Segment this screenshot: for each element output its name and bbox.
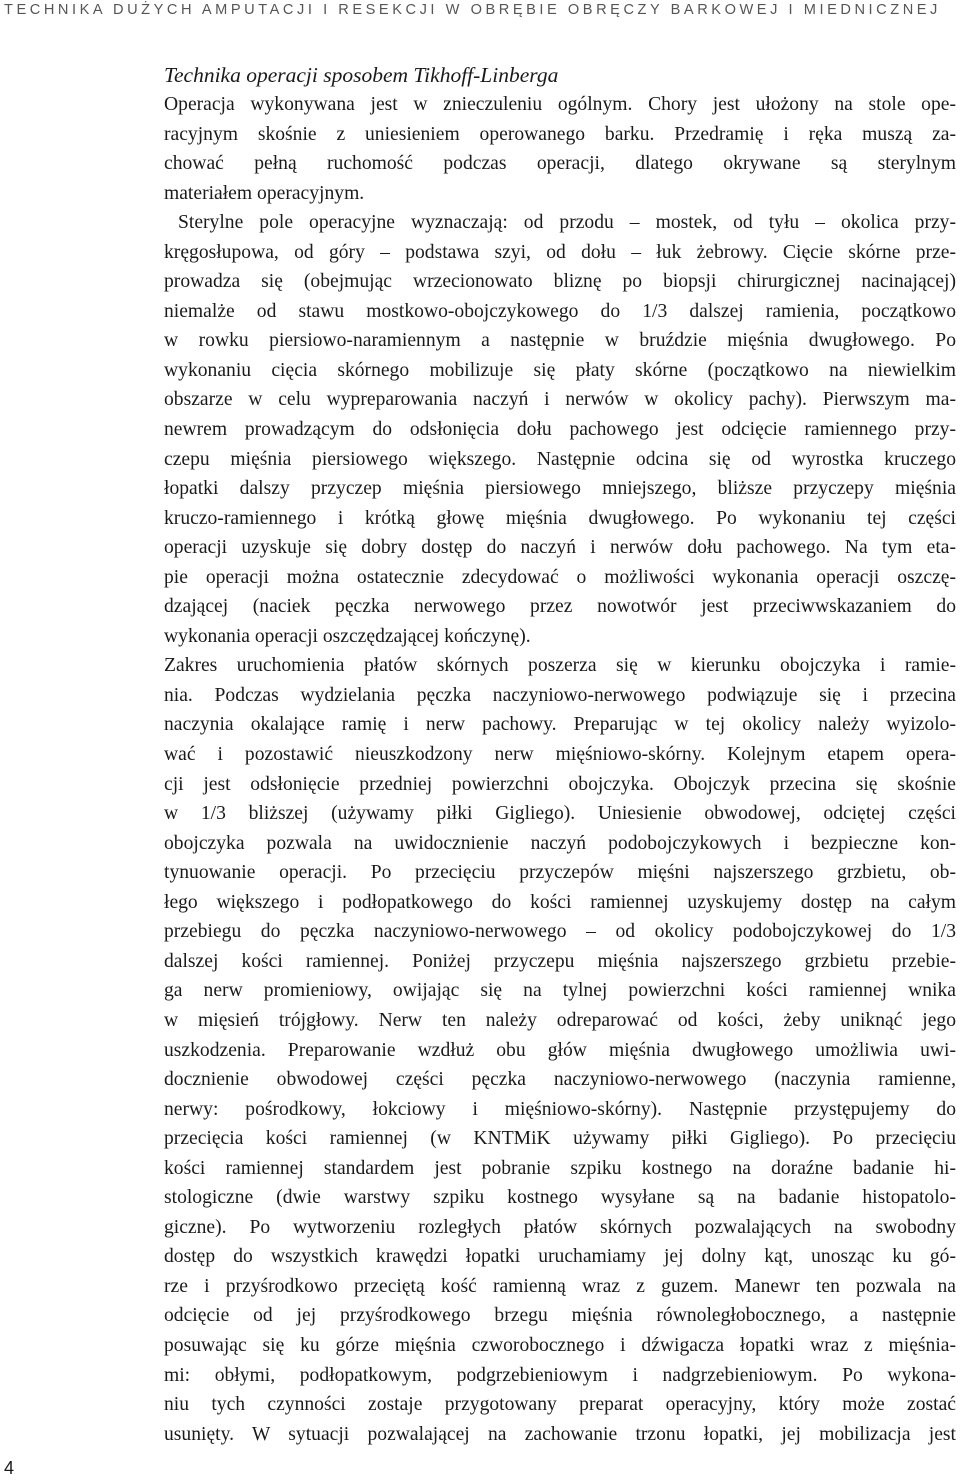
text-line: giczne). Po wytworzeniu rozległych płatów skórnych pozwalających na swobodny (164, 1216, 956, 1238)
text-line: wykonaniu cięcia skórnego mobilizuje się płaty skórne (początkowo na niewielkim (164, 359, 956, 381)
text-line: obszarze w celu wypreparowania naczyń i nerwów w okolicy pachy). Pierwszym ma- (164, 389, 956, 411)
running-header: TECHNIKA DUŻYCH AMPUTACJI I RESEKCJI W OBRĘBIE OBRĘCZY BARKOWEJ I MIEDNICZNEJ (4, 2, 941, 18)
text-line: materiałem operacyjnym. (164, 182, 365, 204)
section-title: Technika operacji sposobem Tikhoff-Linberga (164, 63, 559, 87)
text-line: uszkodzenia. Preparowanie wzdłuż obu głów mięśnia dwugłowego umożliwia uwi- (164, 1039, 956, 1061)
text-line: cji jest odsłonięcie przedniej powierzchni obojczyka. Obojczyk przecina się skośnie (164, 773, 956, 795)
text-line: pie operacji można ostatecznie zdecydować o możliwości wykonania operacji oszczę- (164, 566, 956, 588)
text-line: usunięty. W sytuacji pozwalającej na zachowanie trzonu łopatki, jej mobilizacja jest (164, 1423, 956, 1445)
text-line: przebiegu do pęczka naczyniowo-nerwowego – od okolicy podobojczykowej do 1/3 (164, 921, 956, 943)
text-line: łopatki dalszy przyczep mięśnia piersiowego mniejszego, bliższe przyczepy mięśnia (164, 478, 956, 500)
text-line: docznienie obwodowej części pęczka naczyniowo-nerwowego (naczynia ramienne, (164, 1069, 956, 1091)
text-line: racyjnym skośnie z uniesieniem operowanego barku. Przedramię i ręka muszą za- (164, 123, 956, 145)
text-line: Zakres uruchomienia płatów skórnych poszerza się w kierunku obojczyka i ramie- (164, 655, 956, 677)
text-line: dostęp do wszystkich krawędzi łopatki uruchamiamy jej dolny kąt, unosząc ku gó- (164, 1246, 956, 1268)
text-line: przecięcia kości ramiennej (w KNTMiK używamy piłki Gigliego). Po przecięciu (164, 1128, 956, 1150)
paragraph-lines (164, 90, 956, 1449)
text-line: niemalże od stawu mostkowo-obojczykowego do 1/3 dalszej ramienia, początkowo (164, 300, 956, 322)
text-line: chować pełną ruchomość podczas operacji, dlatego okrywane są sterylnym (164, 153, 956, 175)
text-line: newrem prowadzącym do odsłonięcia dołu pachowego jest odcięcie ramiennego przy- (164, 419, 956, 441)
text-line: w rowku piersiowo-naramiennym a następnie w bruździe mięśnia dwugłowego. Po (164, 330, 956, 352)
text-line: tynuowanie operacji. Po przecięciu przyczepów mięśni najszerszego grzbietu, ob- (164, 862, 956, 884)
article-body (164, 60, 956, 1449)
text-line: stologiczne (dwie warstwy szpiku kostnego wysyłane są na badanie histopatolo- (164, 1187, 956, 1209)
text-line: rze i przyśrodkowo przeciętą kość ramienną wraz z guzem. Manewr ten pozwala na (164, 1275, 956, 1297)
text-line: posuwając się ku górze mięśnia czworobocznego i dźwigacza łopatki wraz z mięśnia- (164, 1334, 956, 1356)
text-line: prowadza się (obejmując wrzecionowato bliznę po biopsji chirurgicznej nacinającej) (164, 271, 956, 293)
text-line: dalszej kości ramiennej. Poniżej przyczepu mięśnia najszerszego grzbietu przebie- (164, 950, 956, 972)
text-line: dzającej (naciek pęczka nerwowego przez nowotwór jest przeciwwskazaniem do (164, 596, 956, 618)
text-line: kruczo-ramiennego i krótką głowę mięśnia dwugłowego. Po wykonaniu tej części (164, 507, 956, 529)
text-line: Operacja wykonywana jest w znieczuleniu ogólnym. Chory jest ułożony na stole ope- (164, 94, 956, 115)
page-number: 4 (4, 1458, 15, 1478)
text-line: wykonania operacji oszczędzającej kończynę). (164, 625, 531, 647)
text-line: nerwy: pośrodkowy, łokciowy i mięśniowo-skórny). Następnie przystępujemy do (164, 1098, 956, 1120)
text-line: łego większego i podłopatkowego do kości ramiennej uzyskujemy dostęp na całym (164, 891, 956, 913)
text-line: kości ramiennej standardem jest pobranie szpiku kostnego na doraźne badanie hi- (164, 1157, 956, 1179)
text-line: czepu mięśnia piersiowego większego. Następnie odcina się od wyrostka kruczego (164, 448, 956, 470)
text-line: ga nerw promieniowy, owijając się na tylnej powierzchni kości ramiennej wnika (164, 980, 956, 1002)
text-line: mi: obłymi, podłopatkowym, podgrzebieniowym i nadgrzebieniowym. Po wykona- (164, 1364, 956, 1386)
text-line: Sterylne pole operacyjne wyznaczają: od przodu – mostek, od tyłu – okolica przy- (178, 212, 956, 234)
text-line: w 1/3 bliższej (używamy piłki Gigliego). Uniesienie obwodowej, odciętej części (164, 803, 956, 825)
text-line: niu tych czynności zostaje przygotowany preparat operacyjny, który może zostać (164, 1394, 956, 1416)
text-line: naczynia okalające ramię i nerw pachowy. Preparując w tej okolicy należy wyizolo- (164, 714, 956, 736)
text-line: w mięsień trójgłowy. Nerw ten należy odreparować od kości, żeby uniknąć jego (164, 1009, 956, 1031)
text-line: odcięcie od jej przyśrodkowego brzegu mięśnia równoległobocznego, a następnie (164, 1305, 956, 1327)
text-line: nia. Podczas wydzielania pęczka naczyniowo-nerwowego podwiązuje się i przecina (164, 684, 956, 706)
text-line: operacji uzyskuje się dobry dostęp do naczyń i nerwów dołu pachowego. Na tym eta- (164, 537, 956, 559)
text-line: wać i pozostawić nieuszkodzony nerw mięśniowo-skórny. Kolejnym etapem opera- (164, 744, 956, 766)
text-line: obojczyka pozwala na uwidocznienie naczyń podobojczykowych i bezpieczne kon- (164, 832, 956, 854)
text-line: kręgosłupowa, od góry – podstawa szyi, od dołu – łuk żebrowy. Cięcie skórne prze- (164, 241, 956, 263)
